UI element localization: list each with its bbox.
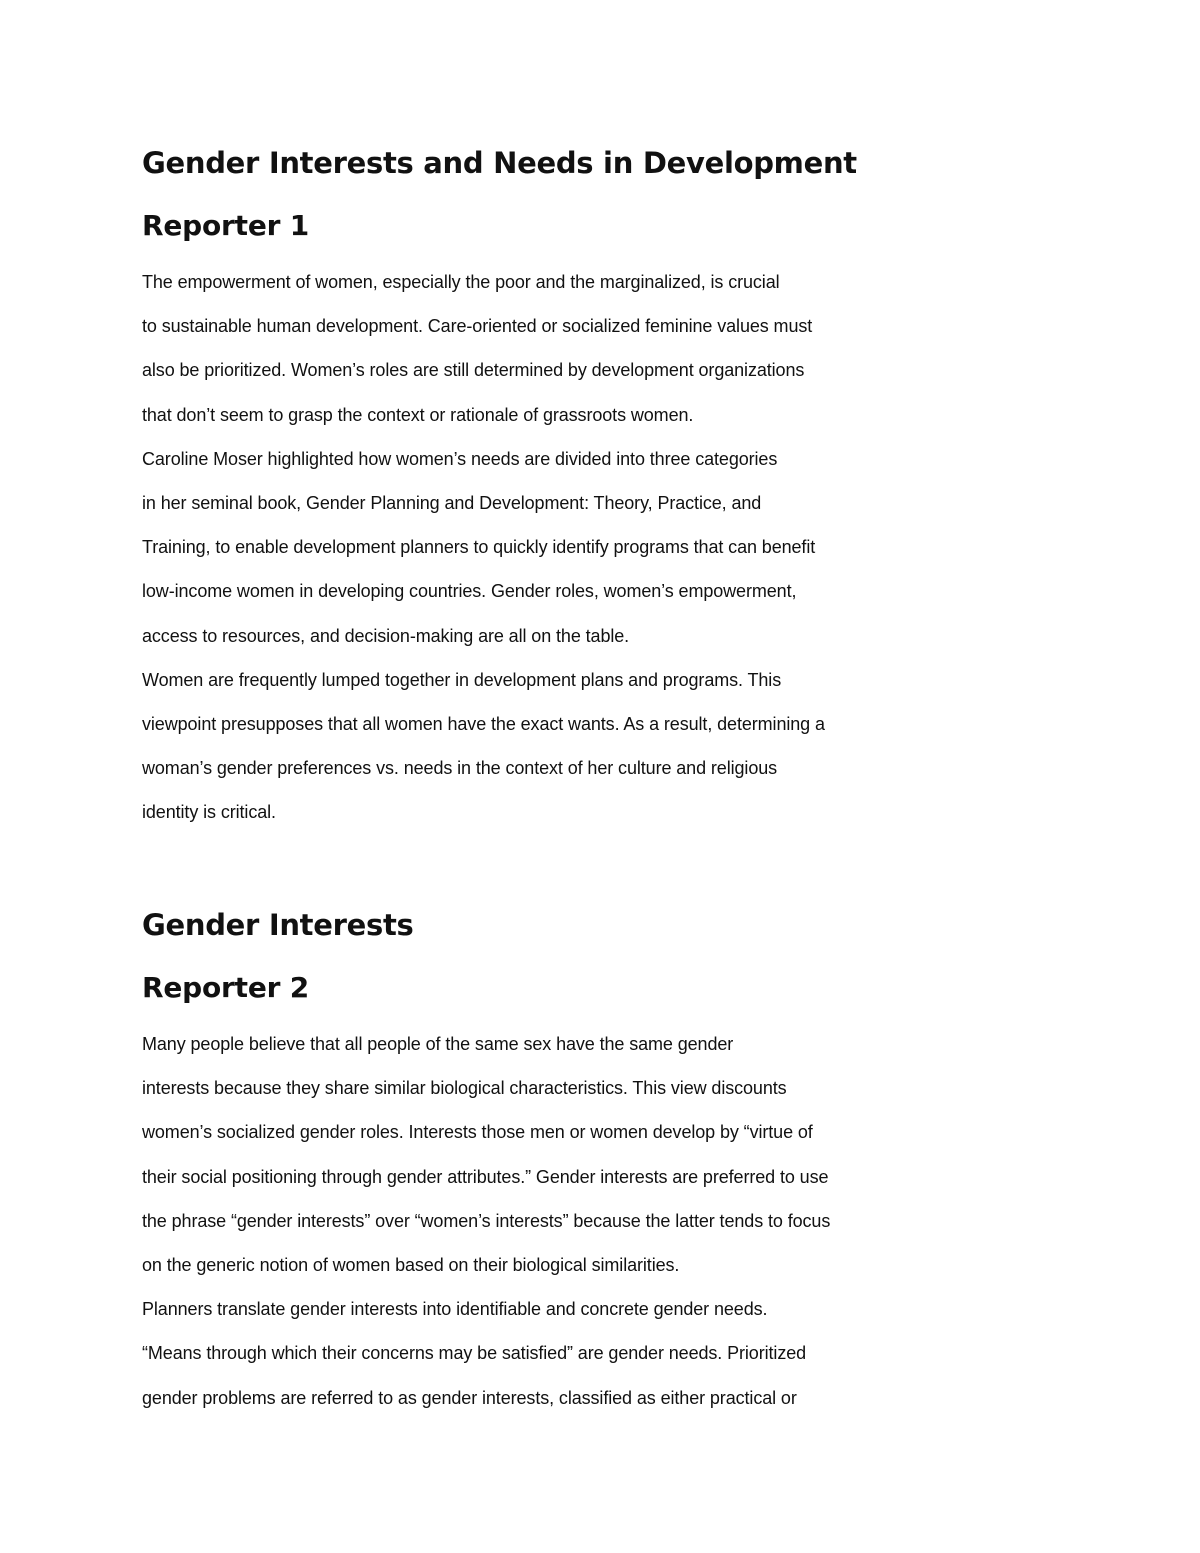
body-line: the phrase “gender interests” over “women’s interests” because the latter tends to focus	[142, 1210, 831, 1231]
body-line: Training, to enable development planners to quickly identify programs that can benefit	[142, 537, 816, 558]
body-line: interests because they share similar biological characteristics. This view discounts	[142, 1078, 787, 1099]
body-line: Planners translate gender interests into identifiable and concrete gender needs.	[142, 1299, 768, 1320]
body-line: Caroline Moser highlighted how women’s needs are divided into three categories	[142, 448, 778, 469]
section-reporter-1	[142, 140, 857, 835]
body-line: “Means through which their concerns may be satisfied” are gender needs. Prioritized	[142, 1343, 807, 1364]
reporter-2-heading: Reporter 2	[142, 971, 310, 1004]
body-line: that don’t seem to grasp the context or rationale of grassroots women.	[142, 404, 694, 425]
reporter-2-body	[142, 1022, 830, 1420]
body-line: low-income women in developing countries. Gender roles, women’s empowerment,	[142, 581, 797, 602]
body-line: also be prioritized. Women’s roles are still determined by development organizations	[142, 360, 805, 381]
body-line: on the generic notion of women based on their biological similarities.	[142, 1255, 680, 1276]
body-line: in her seminal book, Gender Planning and Development: Theory, Practice, and	[142, 493, 762, 514]
body-line: their social positioning through gender attributes.” Gender interests are preferred to use	[142, 1166, 829, 1187]
body-line: The empowerment of women, especially the poor and the marginalized, is crucial	[142, 272, 780, 292]
reporter-1-body	[142, 260, 857, 835]
body-line: viewpoint presupposes that all women have the exact wants. As a result, determining a	[142, 714, 825, 735]
gender-interests-heading: Gender Interests	[142, 908, 414, 942]
reporter-1-heading: Reporter 1	[142, 209, 310, 242]
section-reporter-2	[142, 902, 830, 1420]
body-line: woman’s gender preferences vs. needs in the context of her culture and religious	[142, 758, 778, 779]
body-line: access to resources, and decision-making are all on the table.	[142, 625, 630, 646]
body-line: women’s socialized gender roles. Interests those men or women develop by “virtue of	[142, 1122, 813, 1143]
body-line: gender problems are referred to as gender interests, classified as either practical or	[142, 1387, 797, 1408]
body-line: Many people believe that all people of the same sex have the same gender	[142, 1034, 734, 1054]
body-line: identity is critical.	[142, 802, 276, 823]
body-line: Women are frequently lumped together in development plans and programs. This	[142, 669, 782, 690]
body-line: to sustainable human development. Care-oriented or socialized feminine values must	[142, 316, 813, 337]
document-title: Gender Interests and Needs in Development	[142, 146, 857, 180]
